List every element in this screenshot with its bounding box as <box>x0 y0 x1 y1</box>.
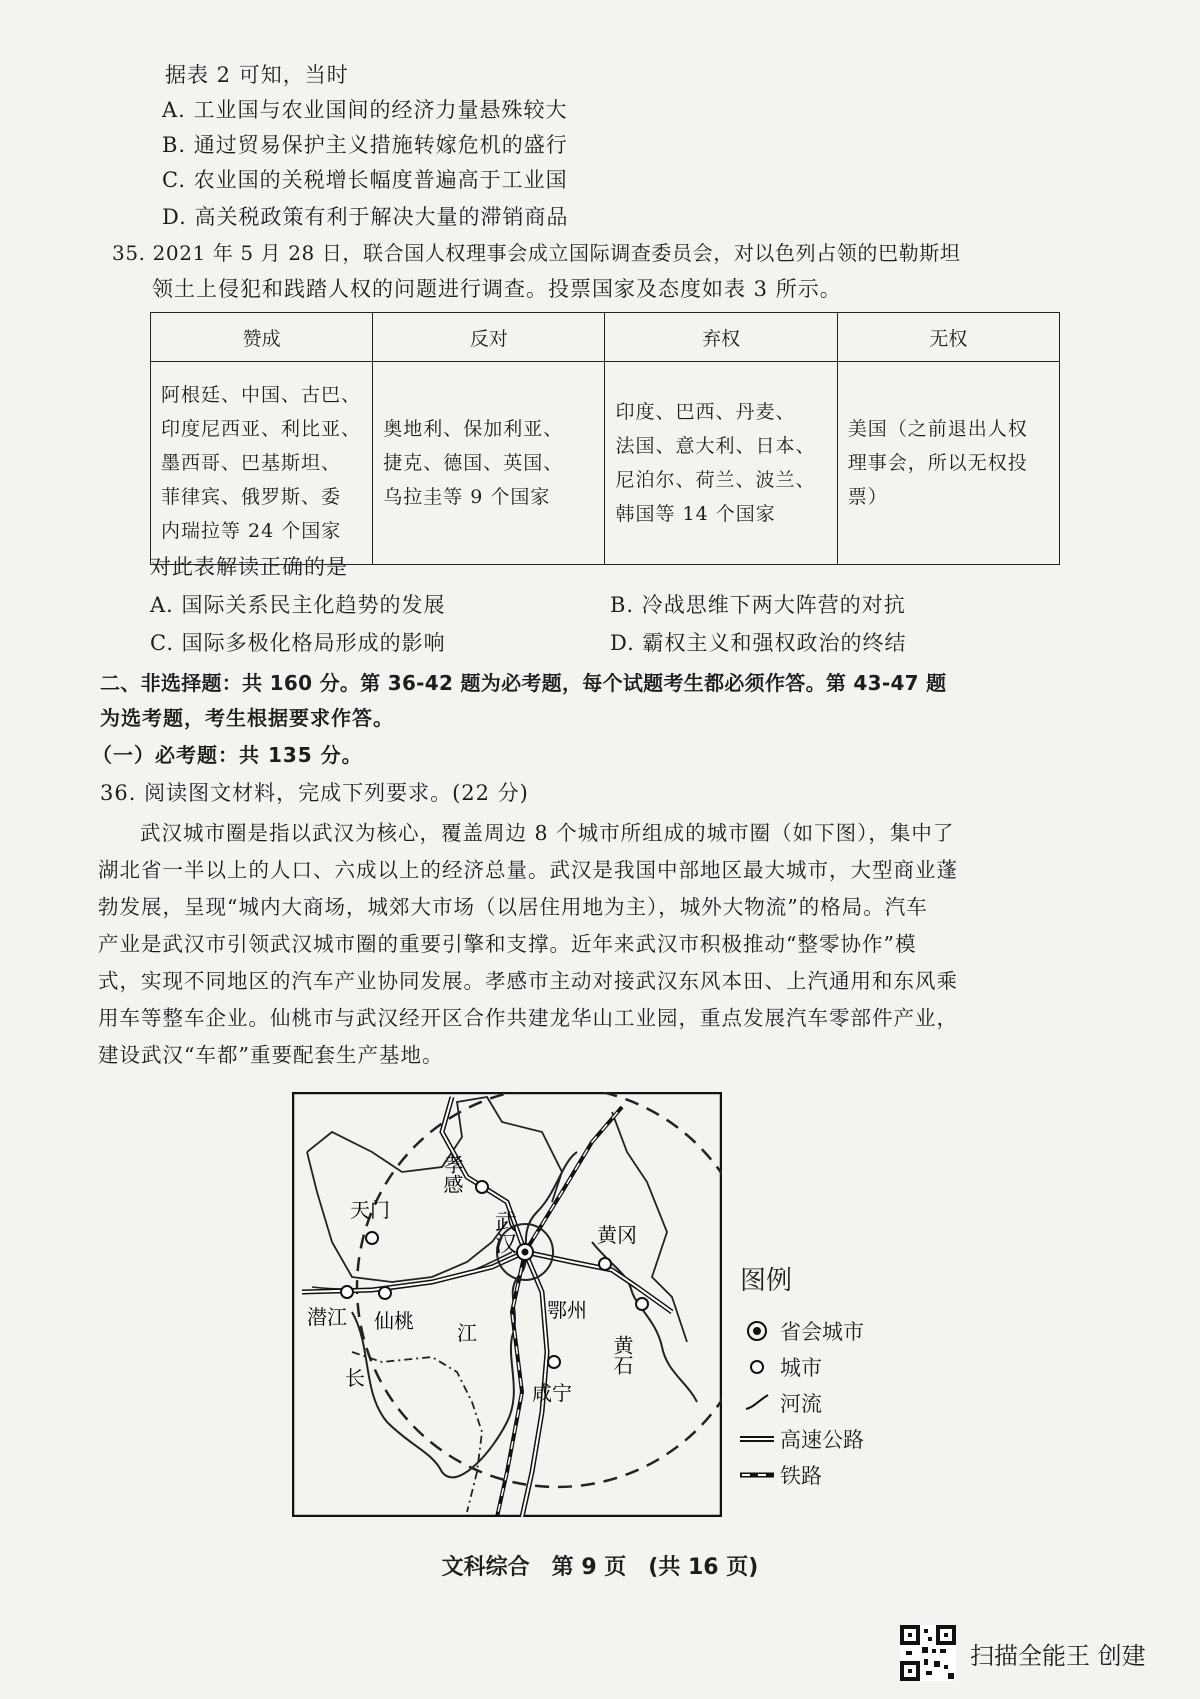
map-label-xianning: 咸宁 <box>532 1381 572 1405</box>
q34-option-c: C. 农业国的关税增长幅度普遍高于工业国 <box>162 168 568 192</box>
cell-line: 印度、巴西、丹麦、 <box>615 401 796 423</box>
legend-label: 河流 <box>780 1392 822 1416</box>
q36-paragraph-line: 勃发展，呈现“城内大商场，城郊大市场（以居住用地为主），城外大物流”的格局。汽车 <box>98 895 928 919</box>
city-marker-huanggang <box>599 1258 611 1270</box>
legend-item <box>740 1313 864 1349</box>
legend-label: 铁路 <box>780 1464 822 1488</box>
expressway-icon <box>740 1427 774 1451</box>
q34-stem: 据表 2 可知，当时 <box>165 63 349 87</box>
city-marker-xianning <box>548 1356 560 1368</box>
table-header-for: 赞成 <box>151 313 373 362</box>
table-cell-abstain <box>605 362 837 565</box>
map-label-xiaogan: 孝感 <box>440 1154 464 1194</box>
cell-line: 墨西哥、巴基斯坦、 <box>161 452 342 474</box>
q34-option-a: A. 工业国与农业国间的经济力量悬殊较大 <box>162 98 568 122</box>
wuhan-city-circle-map <box>292 1092 722 1517</box>
q36-title: 36. 阅读图文材料，完成下列要求。(22 分) <box>100 781 529 805</box>
table-cell-for <box>151 362 373 565</box>
provincial-capital-icon <box>740 1319 774 1343</box>
table-cell-no-right <box>837 362 1059 565</box>
table-header-no-right: 无权 <box>837 313 1059 362</box>
q36-paragraph-line: 武汉城市圈是指以武汉为核心，覆盖周边 8 个城市所组成的城市圈（如下图），集中了 <box>140 821 955 845</box>
q35-option-c: C. 国际多极化格局形成的影响 <box>150 631 446 655</box>
province-boundary <box>352 1352 482 1512</box>
cell-line: 印度尼西亚、利比亚、 <box>161 418 362 440</box>
table-header-abstain: 弃权 <box>605 313 837 362</box>
city-icon <box>740 1355 774 1379</box>
cell-line: 尼泊尔、荷兰、波兰、 <box>615 469 816 491</box>
map-label-tianmen: 天门 <box>350 1198 390 1222</box>
map-label-huangshi: 黄石 <box>610 1335 634 1375</box>
legend-item <box>740 1457 864 1493</box>
q36-paragraph-line: 建设武汉“车都”重要配套生产基地。 <box>98 1043 444 1067</box>
city-marker-wuhan <box>517 1244 533 1260</box>
cell-line: 奥地利、保加利亚、 <box>383 418 564 440</box>
expressway <box>302 1252 525 1292</box>
cell-line: 乌拉圭等 9 个国家 <box>383 486 551 508</box>
map-legend <box>740 1260 864 1493</box>
cell-line: 票） <box>847 486 888 508</box>
legend-label: 高速公路 <box>780 1428 864 1452</box>
cell-line: 内瑞拉等 24 个国家 <box>161 520 342 542</box>
section2-subheading: （一）必考题：共 135 分。 <box>92 743 363 767</box>
vote-table <box>150 312 1060 565</box>
q35-option-b: B. 冷战思维下两大阵营的对抗 <box>610 593 906 617</box>
cell-line: 美国（之前退出人权 <box>847 418 1028 440</box>
map-label-qianjiang: 潜江 <box>307 1305 347 1329</box>
q35-stem-line1: 35. 2021 年 5 月 28 日，联合国人权理事会成立国际调查委员会，对以色列占领的巴勒斯坦 <box>112 241 961 265</box>
table-cell-against <box>373 362 605 565</box>
legend-label: 省会城市 <box>780 1320 864 1344</box>
cell-line: 法国、意大利、日本、 <box>615 435 816 457</box>
railway-icon <box>740 1463 774 1487</box>
map-label-xiantao: 仙桃 <box>374 1309 414 1333</box>
scanner-label: 扫描全能王 创建 <box>970 1641 1146 1670</box>
city-marker-qianjiang <box>341 1286 353 1298</box>
map-label-river-jiang: 江 <box>457 1321 477 1345</box>
map-label-ezhou: 鄂州 <box>547 1298 587 1322</box>
river-icon <box>740 1391 774 1415</box>
q34-option-b: B. 通过贸易保护主义措施转嫁危机的盛行 <box>162 133 568 157</box>
cell-line: 阿根廷、中国、古巴、 <box>161 384 362 406</box>
city-marker-xiaogan <box>476 1181 488 1193</box>
qr-code-icon <box>900 1625 956 1681</box>
page-footer: 文科综合 第 9 页 (共 16 页) <box>441 1555 759 1580</box>
cell-line: 菲律宾、俄罗斯、委 <box>161 486 342 508</box>
city-marker-huangshi <box>636 1298 648 1310</box>
cell-line: 捷克、德国、英国、 <box>383 452 564 474</box>
map-label-huanggang: 黄冈 <box>597 1223 637 1247</box>
section2-heading-line1: 二、非选择题：共 160 分。第 36-42 题为必考题，每个试题考生都必须作答。第 43-47 题 <box>100 671 947 695</box>
q35-question: 对此表解读正确的是 <box>150 555 348 579</box>
legend-item <box>740 1349 864 1385</box>
map-label-river-chang: 长 <box>345 1366 365 1390</box>
q34-option-d: D. 高关税政策有利于解决大量的滞销商品 <box>162 205 569 229</box>
legend-label: 城市 <box>780 1356 822 1380</box>
q36-paragraph-line: 式，实现不同地区的汽车产业协同发展。孝感市主动对接武汉东风本田、上汽通用和东风乘 <box>98 969 958 993</box>
cell-line: 韩国等 14 个国家 <box>615 503 776 525</box>
city-marker-tianmen <box>366 1232 378 1244</box>
q35-option-d: D. 霸权主义和强权政治的终结 <box>610 631 907 655</box>
q36-paragraph-line: 产业是武汉市引领武汉城市圈的重要引擎和支撑。近年来武汉市积极推动“整零协作”模 <box>98 932 917 956</box>
q35-stem-line2: 领土上侵犯和践踏人权的问题进行调查。投票国家及态度如表 3 所示。 <box>152 277 842 301</box>
map-label-wuhan: 武汉 <box>491 1210 517 1254</box>
railway <box>497 1252 525 1517</box>
section2-heading-line2: 为选考题，考生根据要求作答。 <box>100 706 394 730</box>
q35-option-a: A. 国际关系民主化趋势的发展 <box>150 593 446 617</box>
legend-item <box>740 1421 864 1457</box>
table-header-against: 反对 <box>373 313 605 362</box>
q36-paragraph-line: 用车等整车企业。仙桃市与武汉经开区合作共建龙华山工业园，重点发展汽车零部件产业， <box>98 1006 958 1030</box>
cell-line: 理事会，所以无权投 <box>847 452 1028 474</box>
legend-title: 图例 <box>740 1266 793 1296</box>
city-marker-xiantao <box>379 1287 391 1299</box>
province-boundary <box>307 1097 562 1202</box>
legend-item <box>740 1385 864 1421</box>
q36-paragraph-line: 湖北省一半以上的人口、六成以上的经济总量。武汉是我国中部地区最大城市，大型商业蓬 <box>98 858 958 882</box>
scanner-watermark <box>900 1625 1146 1681</box>
